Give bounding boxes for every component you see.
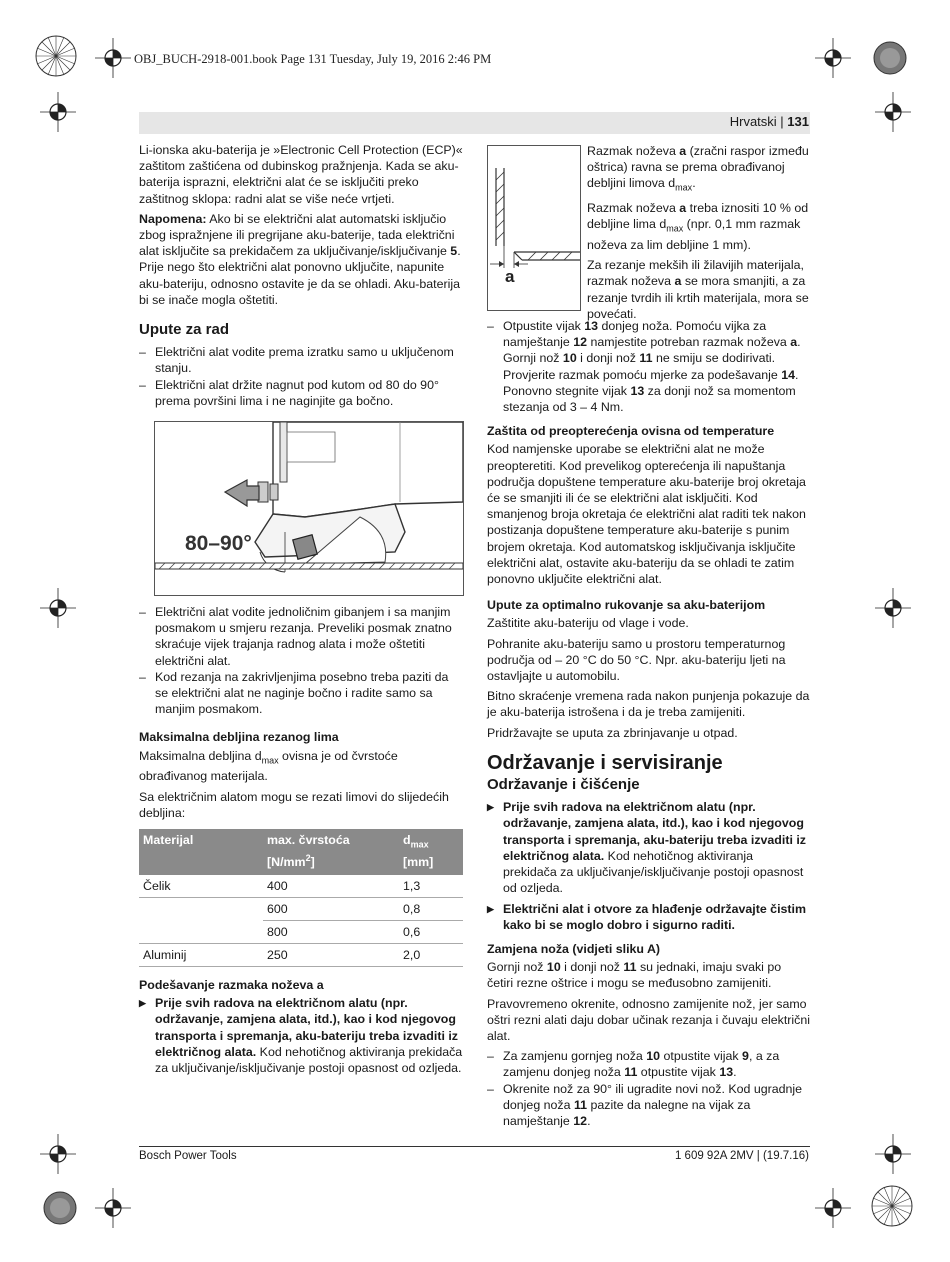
footer-brand: Bosch Power Tools (139, 1150, 237, 1162)
handling-paragraph: Bitno skraćenje vremena rada nakon punjenja pokazuje da je aku-baterija istrošena i da je treba zamijeniti. (487, 689, 810, 720)
intro-paragraph: Li-ionska aku-baterija je »Electronic Cell Protection (ECP)« zaštitom zaštićena od dubinskog pražnjenja. Kada se aku-baterija isprazni, električni alat će se isključiti preko zaštitnog sklopa: radni alat se više neće vrtjeti. (139, 143, 463, 206)
tool-illustration (155, 422, 463, 595)
max-thickness-paragraph-2: Sa električnim alatom mogu se rezati limovi do slijedećih debljina: (139, 789, 449, 820)
table-row: 800 0,6 (139, 921, 463, 944)
crosshair-mark (875, 1134, 911, 1174)
page-number: 131 (787, 114, 809, 129)
max-thickness-paragraph: Maksimalna debljina $d_{max}$ ovisna je od čvrstoće obrađivanog materijala. (139, 748, 398, 784)
subheading-overload: Zaštita od preopterećenja ovisna od temperature (487, 424, 775, 439)
list-item: – Kod rezanja na zakrivljenjima posebno treba paziti da se električni alat ne naginje bočno i radite samo sa manjim posmakom. (139, 669, 463, 718)
table-row: Čelik 400 1,3 (139, 875, 463, 898)
crosshair-mark (815, 38, 851, 78)
material-table-wrap (139, 829, 463, 967)
crosshair-mark (875, 588, 911, 628)
section-title-maintenance: Održavanje i servisiranje (487, 751, 723, 774)
header-band (139, 112, 810, 134)
gap-paragraph-2: Razmak noževa a treba iznositi 10 % od debljine lima $d_{max}$ (npr. 0,1 mm razmak noževa za lim debljine 1 mm). (587, 201, 809, 252)
list-item: – Otpustite vijak 13 donjeg noža. Pomoću vijka za namještanje 12 namjestite potreban razmak noževa a. Gornji nož 10 i donji nož 11 ne smiju se dodirivati. Provjerite razmak pomoću mjerke za podešavanje 14. Ponovno stegnite vijak 13 za donji nož sa momentom stezanja od 3 – 4 Nm. (487, 318, 810, 415)
list-item: – Okrenite nož za 90° ili ugradite novi nož. Kod ugradnje donjeg noža 11 pazite da nalegne na vijak za namještanje 12. (487, 1081, 810, 1130)
knife-paragraph: Gornji nož 10 i donji nož 11 su jednaki, imaju svaki po četiri rezne oštrice i mogu se međusobno zamijeniti. (487, 960, 782, 991)
overload-paragraph: Kod namjenske uporabe se električni alat ne može preopteretiti. Kod prevelikog opterećenja ili napuštanja područja dopuštene temperature aku-baterije broj okretaja će se smanjiti ili će se električni alat isključiti. Kod smanjenog broja okretaja će električni alat raditi tek nakon postizanja dopuštene temperature aku-baterije s punim brojem okretaja. Kod automatskog isključivanja isključite električni alat, ostavite aku-bateriju da se ohladi te zatim ponovno uključite električni alat. (487, 442, 806, 587)
footer-code: 1 609 92A 2MV | (19.7.16) (674, 1150, 809, 1162)
print-header: OBJ_BUCH-2918-001.book Page 131 Tuesday, July 19, 2016 2:46 PM (134, 52, 492, 66)
warning-item: ▶ Prije svih radova na električnom alatu (npr. održavanje, zamjena alata, itd.), kao i kod njegovog transporta i spremanja, aku-bateriju treba izvaditi iz električnog alata. Kod nehotičnog aktiviranja prekidača za uključivanje/isključivanje postoji opasnost od ozljeda. (139, 995, 463, 1076)
gap-paragraph-3: Za rezanje mekših ili žilavijih materijala, razmak noževa a se mora smanjiti, a za rezanje tvrdih ili krtih materijala, mora se povećati. (587, 258, 809, 321)
subheading-adjust-gap: Podešavanje razmaka noževa a (139, 978, 324, 992)
material-table (139, 829, 463, 967)
angle-label: 80–90° (185, 532, 252, 555)
handling-paragraph: Pridržavajte se uputa za zbrinjavanje u otpad. (487, 725, 738, 740)
table-header: max. čvrstoća $[N/mm^2]$ (263, 829, 399, 875)
subsection-title-cleaning: Održavanje i čišćenje (487, 776, 640, 794)
handling-paragraph: Pohranite aku-bateriju samo u prostoru temperaturnog područja od – 20 °C do 50 °C. Npr. aku-bateriju ljeti na ostavljajte u automobilu. (487, 636, 786, 684)
crosshair-mark (95, 1188, 131, 1228)
list-item: – Električni alat vodite prema izratku samo u uključenom stanju. (139, 344, 463, 376)
list-item: – Električni alat vodite jednoličnim gibanjem i sa manjim posmakom u smjeru rezanja. Preveliki posmak znatno skraćuje vijek trajanja radnog alata i može oštetiti električni alat. (139, 604, 463, 669)
note-paragraph: Napomena: Ako bi se električni alat automatski isključio zbog ispražnjene ili pregrijane aku-baterije, tada električni alat isključite sa prekidačem za uključivanje/isključivanje 5. Prije nego što električni alat ponovno uključite, napunite aku-bateriju, odnosno ostavite je da se ohladi. Aku-baterija bi se inače mogla oštetiti. (139, 211, 461, 307)
crosshair-mark (95, 38, 131, 78)
list-item: – Za zamjenu gornjeg noža 10 otpustite vijak 9, a za zamjenu donjeg noža 11 otpustite vijak 13. (487, 1048, 810, 1080)
page-header: Hrvatski | 131 (729, 114, 809, 129)
left-column (139, 142, 463, 409)
figure-tool-angle (154, 421, 464, 596)
subheading-knife-change: Zamjena noža (vidjeti sliku A) (487, 941, 661, 956)
table-header: $d_{max}$ [mm] (399, 829, 463, 875)
table-header: Materijal (139, 829, 263, 875)
section-title-upute: Upute za rad (139, 321, 230, 339)
list-item: – Električni alat držite nagnut pod kutom od 80 do 90° prema površini lima i ne naginjite ga bočno. (139, 377, 463, 409)
knife-paragraph-2: Pravovremeno okrenite, odnosno zamijenite nož, jer samo oštri rezni alati daju dobar učinak rezanja i čuvaju električni alat. (487, 996, 811, 1043)
warning-item: ▶ Električni alat i otvore za hlađenje održavajte čistim kako bi se moglo dobro i sigurno raditi. (487, 901, 810, 933)
figure-blade-gap (487, 145, 581, 311)
warning-item: ▶ Prije svih radova na električnom alatu (npr. održavanje, zamjena alata, itd.), kao i kod njegovog transporta i spremanja, aku-bateriju treba izvaditi iz električnog alata. Kod nehotičnog aktiviranja prekidača za uključivanje/isključivanje postoji opasnost od ozljeda. (487, 799, 810, 896)
table-header-row (139, 829, 463, 875)
crosshair-mark (40, 1134, 76, 1174)
registration-mark (866, 1180, 918, 1232)
registration-mark (30, 30, 82, 82)
subheading-handling: Upute za optimalno rukovanje sa aku-baterijom (487, 598, 766, 613)
handling-paragraph: Zaštitite aku-bateriju od vlage i vode. (487, 616, 689, 631)
table-row: Aluminij 250 2,0 (139, 944, 463, 967)
gray-dot-mark (40, 1188, 80, 1228)
crosshair-mark (875, 92, 911, 132)
gap-label: a (505, 267, 515, 286)
crosshair-mark (40, 92, 76, 132)
crosshair-mark (40, 588, 76, 628)
crosshair-mark (815, 1188, 851, 1228)
gray-dot-mark (870, 38, 910, 78)
footer-rule (139, 1146, 810, 1147)
gap-paragraph-1: Razmak noževa a (zračni raspor između oštrica) ravna se prema obrađivanoj debljini limova $d_{max}$. (587, 144, 809, 193)
subheading-max-thickness: Maksimalna debljina rezanog lima (139, 730, 339, 745)
table-row: 600 0,8 (139, 898, 463, 921)
page-language: Hrvatski (729, 114, 777, 129)
